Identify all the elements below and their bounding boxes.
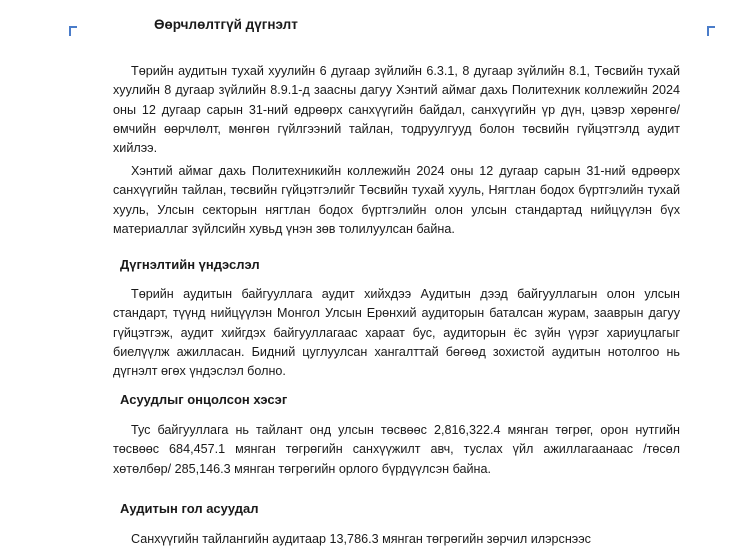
basis-heading: Дүгнэлтийн үндэслэл	[120, 257, 260, 272]
corner-mark-right	[707, 26, 715, 36]
corner-mark-left	[69, 26, 77, 36]
opinion-paragraph-1: Төрийн аудитын тухай хуулийн 6 дугаар зүйлийн 6.3.1, 8 дугаар зүйлийн 8.1, Төсвийн тухай хуулийн 8 дугаар зүйлийн 8.9.1-д заасны дагуу Хэнтий аймаг дахь Политехник коллежийн 2024 оны 12 дугаар сарын 31-ний өдрөөрх санхүүгийн байдал, санхүүгийн үр дүн, цэвэр хөрөнгө/өмчийн өөрчлөлт, мөнгөн гүйлгээний тайлан, тодруулгууд болон төсвийн гүйцэтгэлд аудит хийлээ.	[113, 64, 680, 156]
opinion-title: Өөрчлөлтгүй дүгнэлт	[154, 17, 298, 32]
emphasis-heading: Асуудлыг онцолсон хэсэг	[120, 392, 288, 407]
key-matters-heading: Аудитын гол асуудал	[120, 501, 259, 516]
opinion-paragraph-2: Хэнтий аймаг дахь Политехникийн коллежийн 2024 оны 12 дугаар сарын 31-ний өдрөөрх санхүүгийн тайлан, төсвийн гүйцэтгэлийг Төсвийн тухай хууль, Нягтлан бодох бүртгэлийн тухай хууль, Улсын секторын нягтлан бодох бүртгэлийн олон улсын стандартад нийцүүлэн бүх материаллаг зүйлсийн хувьд үнэн зөв толилуулсан байна.	[113, 164, 680, 236]
emphasis-paragraph: Тус байгууллага нь тайлант онд улсын төсвөөс 2,816,322.4 мянган төгрөг, орон нутгийн төсвөөс 684,457.1 мянган төгрөгийн санхүүжилт авч, туслах үйл ажиллагаанаас /төсөл хөтөлбөр/ 285,146.3 мянган төгрөгийн орлого бүрдүүлсэн байна.	[113, 423, 680, 476]
key-matters-paragraph: Санхүүгийн тайлангийн аудитаар 13,786.3 мянган төгрөгийн зөрчил илэрснээс	[131, 532, 591, 546]
basis-paragraph: Төрийн аудитын байгууллага аудит хийхдээ Аудитын дээд байгууллагын олон улсын стандарт, түүнд нийцүүлэн Монгол Улсын Ерөнхий аудиторын баталсан журам, зааврын дагуу гүйцэтгэж, аудит хийгдэх байгууллагаас хараат бус, аудиторын ёс зүйн үүрэг хариуцлагыг биелүүлж ажилласан. Бидний цуглуулсан хангалттай бөгөөд зохистой аудитын нотолгоо нь дүгнэлт өгөх үндэслэл болно.	[113, 287, 680, 379]
